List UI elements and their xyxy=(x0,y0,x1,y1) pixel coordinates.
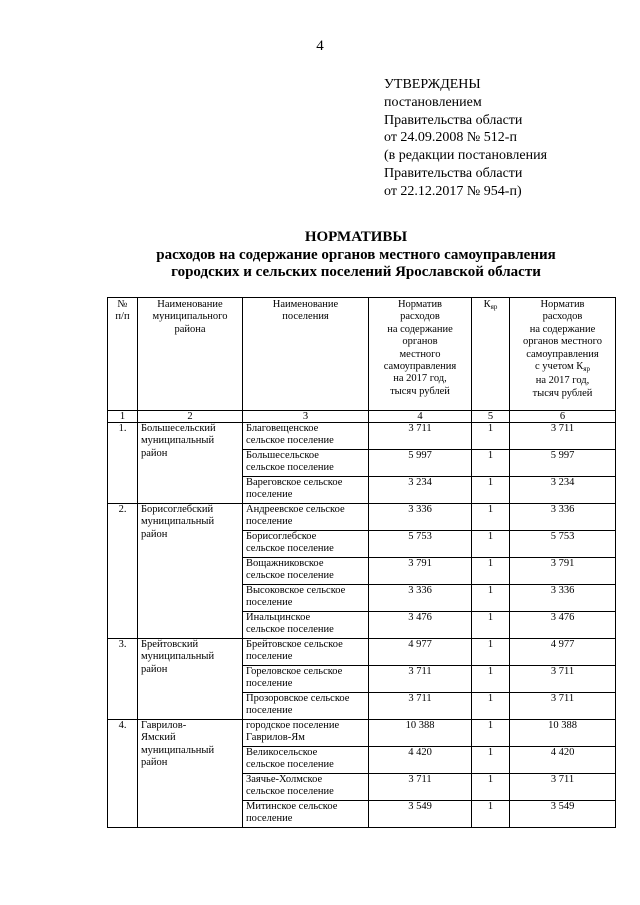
approval-line: Правительства области xyxy=(384,112,523,128)
title-line-2: городских и сельских поселений Ярославской области xyxy=(171,264,541,280)
norm-value: 3 711 xyxy=(369,423,472,450)
header-line: на содержание xyxy=(387,323,453,335)
norm-value: 5 753 xyxy=(369,531,472,558)
district-name-line: Большесельский xyxy=(141,423,216,434)
norm-value: 3 234 xyxy=(369,477,472,504)
norm-k-value: 4 420 xyxy=(510,747,616,774)
settlement-name xyxy=(243,774,369,801)
settlement-name-line: сельское поселение xyxy=(246,462,334,474)
settlement-name-line: Митинское сельское xyxy=(246,801,338,812)
row-number: 4. xyxy=(108,720,138,828)
district-group xyxy=(108,423,616,504)
column-number: 2 xyxy=(138,411,243,423)
district-name-line: район xyxy=(141,447,168,459)
norm-k-value: 3 711 xyxy=(510,693,616,720)
header-line: на 2017 год, xyxy=(535,375,590,387)
header-k xyxy=(472,298,510,411)
district-name xyxy=(138,423,243,504)
k-value: 1 xyxy=(472,558,510,585)
header-line: Наименование xyxy=(272,299,339,310)
norm-value: 3 711 xyxy=(369,774,472,801)
header-line: Наименование xyxy=(157,299,223,310)
table-row xyxy=(108,504,616,531)
district-name xyxy=(138,504,243,639)
district-group xyxy=(108,504,616,639)
header-settlement xyxy=(243,298,369,411)
norm-k-value: 3 791 xyxy=(510,558,616,585)
column-number: 5 xyxy=(472,411,510,423)
norm-value: 3 711 xyxy=(369,693,472,720)
table-row xyxy=(108,720,616,747)
header-line: расходов xyxy=(400,311,440,323)
norm-k-value: 3 476 xyxy=(510,612,616,639)
approval-line: от 22.12.2017 № 954-п) xyxy=(384,183,522,199)
settlement-name xyxy=(243,612,369,639)
k-value: 1 xyxy=(472,531,510,558)
norm-value: 3 476 xyxy=(369,612,472,639)
district-group xyxy=(108,639,616,720)
column-number: 4 xyxy=(369,411,472,423)
column-number: 3 xyxy=(243,411,369,423)
settlement-name xyxy=(243,477,369,504)
header-no xyxy=(108,298,138,411)
settlement-name-line: поселение xyxy=(246,516,293,528)
header-line-k xyxy=(513,361,612,375)
header-line: Норматив xyxy=(397,299,443,310)
norm-k-value: 4 977 xyxy=(510,639,616,666)
settlement-name-line: Гаврилов-Ям xyxy=(246,732,305,744)
norm-value: 10 388 xyxy=(369,720,472,747)
settlement-name-line: Вареговское сельское xyxy=(246,477,343,488)
settlement-name xyxy=(243,693,369,720)
k-value: 1 xyxy=(472,774,510,801)
k-value: 1 xyxy=(472,477,510,504)
settlement-name-line: Инальцинское xyxy=(246,612,311,623)
district-name-line: район xyxy=(141,528,168,540)
header-line: органов xyxy=(402,336,438,348)
table-row xyxy=(108,639,616,666)
k-value: 1 xyxy=(472,801,510,828)
title-line-1: расходов на содержание органов местного самоуправления xyxy=(156,246,556,263)
k-value: 1 xyxy=(472,666,510,693)
k-value: 1 xyxy=(472,450,510,477)
settlement-name xyxy=(243,801,369,828)
settlement-name-line: Борисоглебское xyxy=(246,531,317,542)
norm-value: 3 711 xyxy=(369,666,472,693)
district-group xyxy=(108,720,616,828)
header-k-subscript: яр xyxy=(583,365,590,374)
header-line: самоуправления xyxy=(383,361,457,373)
settlement-name xyxy=(243,450,369,477)
district-name-line: муниципальный xyxy=(141,651,215,663)
header-line: муниципального xyxy=(152,311,228,323)
norm-value: 3 336 xyxy=(369,504,472,531)
settlement-name-line: сельское поселение xyxy=(246,543,334,555)
header-line: самоуправления xyxy=(526,348,599,360)
table-header-row xyxy=(108,298,616,411)
row-number: 2. xyxy=(108,504,138,639)
header-line: поселения xyxy=(282,311,329,323)
settlement-name-line: Благовещенское xyxy=(246,423,319,434)
settlement-name-line: поселение xyxy=(246,705,293,717)
district-name-line: муниципальный xyxy=(141,516,215,528)
header-line: на содержание xyxy=(529,323,596,335)
approval-line: Правительства области xyxy=(384,165,523,181)
k-value: 1 xyxy=(472,720,510,747)
settlement-name-line: Гореловское сельское xyxy=(246,666,343,677)
settlement-name-line: Брейтовское сельское xyxy=(246,639,343,650)
row-number: 1. xyxy=(108,423,138,504)
settlement-name-line: поселение xyxy=(246,489,293,501)
approval-line: (в редакции постановления xyxy=(384,148,548,164)
district-name xyxy=(138,720,243,828)
settlement-name-line: Прозоровское сельское xyxy=(246,693,350,704)
k-value: 1 xyxy=(472,639,510,666)
norm-value: 4 420 xyxy=(369,747,472,774)
header-line: тысяч рублей xyxy=(390,385,450,397)
header-k-main: К xyxy=(483,299,491,310)
settlement-name xyxy=(243,423,369,450)
header-line: № xyxy=(117,299,128,310)
settlement-name xyxy=(243,747,369,774)
settlement-name-line: сельское поселение xyxy=(246,624,334,636)
k-value: 1 xyxy=(472,612,510,639)
norm-k-value: 5 997 xyxy=(510,450,616,477)
settlement-name-line: сельское поселение xyxy=(246,435,334,447)
header-line: тысяч рублей xyxy=(532,387,593,399)
k-value: 1 xyxy=(472,693,510,720)
district-name-line: муниципальный xyxy=(141,435,215,447)
header-line: расходов xyxy=(542,311,583,323)
settlement-name-line: поселение xyxy=(246,597,293,609)
settlement-name-line: Великосельское xyxy=(246,747,318,758)
norm-k-value: 3 711 xyxy=(510,423,616,450)
norm-k-value: 3 234 xyxy=(510,477,616,504)
norm-value: 3 549 xyxy=(369,801,472,828)
settlement-name-line: Андреевское сельское xyxy=(246,504,345,515)
settlement-name xyxy=(243,558,369,585)
norm-value: 3 336 xyxy=(369,585,472,612)
settlement-name-line: сельское поселение xyxy=(246,786,334,798)
norm-value: 5 997 xyxy=(369,450,472,477)
norm-k-value: 3 711 xyxy=(510,666,616,693)
settlement-name-line: городское поселение xyxy=(246,720,340,731)
header-line: органов местного xyxy=(523,336,602,348)
district-name-line: район xyxy=(141,757,168,769)
k-value: 1 xyxy=(472,504,510,531)
k-value: 1 xyxy=(472,423,510,450)
header-line: на 2017 год, xyxy=(393,373,447,385)
table-row xyxy=(108,423,616,450)
district-name-line: Брейтовский xyxy=(141,639,199,650)
header-line: Норматив xyxy=(540,299,585,310)
k-value: 1 xyxy=(472,747,510,774)
approval-line: постановлением xyxy=(384,94,482,110)
approval-line: УТВЕРЖДЕНЫ xyxy=(384,77,481,92)
title-heading: НОРМАТИВЫ xyxy=(304,229,408,245)
header-norm-k xyxy=(510,298,616,411)
document-title xyxy=(0,229,640,282)
district-name-line: Борисоглебский xyxy=(141,504,214,515)
norm-value: 3 791 xyxy=(369,558,472,585)
settlement-name-line: Заячье-Холмское xyxy=(246,774,323,785)
settlement-name-line: сельское поселение xyxy=(246,759,334,771)
settlement-name xyxy=(243,504,369,531)
norms-table xyxy=(107,297,616,828)
norm-k-value: 10 388 xyxy=(510,720,616,747)
norm-k-value: 5 753 xyxy=(510,531,616,558)
settlement-name-line: поселение xyxy=(246,678,293,690)
district-name-line: район xyxy=(141,663,168,675)
settlement-name-line: поселение xyxy=(246,813,293,825)
norm-k-value: 3 336 xyxy=(510,585,616,612)
header-k-label: с учетом К xyxy=(535,361,584,373)
row-number: 3. xyxy=(108,639,138,720)
header-line: района xyxy=(174,323,206,335)
settlement-name-line: Большесельское xyxy=(246,450,319,461)
approval-stamp xyxy=(384,76,634,201)
header-line: п/п xyxy=(115,311,130,323)
settlement-name-line: Высоковское сельское xyxy=(246,585,346,596)
settlement-name-line: Вощажниковское xyxy=(246,558,324,569)
header-norm xyxy=(369,298,472,411)
approval-line: от 24.09.2008 № 512-п xyxy=(384,130,517,146)
norm-k-value: 3 336 xyxy=(510,504,616,531)
norm-k-value: 3 711 xyxy=(510,774,616,801)
header-line: местного xyxy=(399,348,441,360)
k-value: 1 xyxy=(472,585,510,612)
norm-k-value: 3 549 xyxy=(510,801,616,828)
column-number: 1 xyxy=(108,411,138,423)
district-name-line: муниципальный xyxy=(141,744,215,756)
settlement-name xyxy=(243,720,369,747)
district-name-line: Ямский xyxy=(141,732,176,744)
settlement-name xyxy=(243,639,369,666)
page-number: 4 xyxy=(316,38,324,54)
settlement-name-line: поселение xyxy=(246,651,293,663)
column-numbers-row xyxy=(108,411,616,423)
column-number: 6 xyxy=(510,411,616,423)
norm-value: 4 977 xyxy=(369,639,472,666)
settlement-name xyxy=(243,585,369,612)
settlement-name xyxy=(243,531,369,558)
settlement-name-line: сельское поселение xyxy=(246,570,334,582)
settlement-name xyxy=(243,666,369,693)
district-name xyxy=(138,639,243,720)
header-district xyxy=(138,298,243,411)
district-name-line: Гаврилов- xyxy=(141,720,187,731)
header-k-sub: яр xyxy=(490,303,498,311)
